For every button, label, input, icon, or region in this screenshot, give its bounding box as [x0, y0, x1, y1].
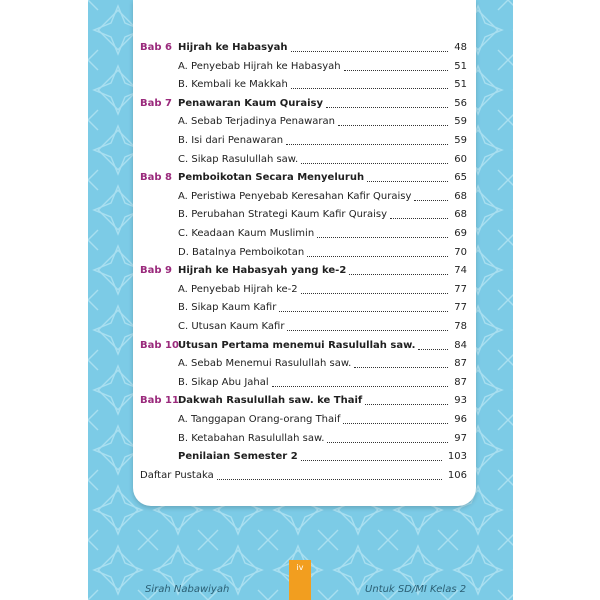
page-ref: 60 [454, 153, 467, 165]
toc-row [133, 207, 476, 223]
page-ref: 84 [454, 339, 467, 351]
entry-title: C. Keadaan Kaum Muslimin [178, 228, 315, 239]
dot-leader [344, 70, 448, 71]
toc-row [133, 449, 476, 465]
dot-leader [272, 386, 448, 387]
entry-title: Penilaian Semester 2 [178, 451, 298, 463]
toc-chapter-row [133, 263, 476, 279]
page-ref: 74 [454, 265, 467, 277]
dot-leader [365, 404, 448, 405]
chapter-title: Pemboikotan Secara Menyeluruh [178, 172, 365, 184]
page-ref: 87 [454, 358, 467, 370]
dot-leader [338, 125, 448, 126]
entry-title: A. Sebab Menemui Rasulullah saw. [178, 358, 352, 370]
chapter-title: Hijrah ke Habasyah [178, 42, 288, 53]
footer-book-title: Sirah Nabawiyah [145, 584, 230, 595]
toc-chapter-row [133, 96, 476, 112]
entry-title: A. Penyebab Hijrah ke Habasyah [178, 60, 341, 72]
dot-leader [301, 460, 442, 461]
entry-title: C. Sikap Rasulullah saw. [178, 153, 299, 165]
page-ref: 70 [454, 246, 467, 258]
entry-title: A. Sebab Terjadinya Penawaran [178, 116, 335, 128]
toc-chapter-row [133, 170, 476, 186]
page-ref: 77 [454, 283, 467, 295]
toc-row [133, 77, 476, 93]
page-ref: 51 [454, 60, 467, 72]
dot-leader [367, 181, 448, 182]
page-ref: 65 [454, 172, 467, 184]
dot-leader [317, 237, 448, 238]
page-ref: 69 [454, 228, 467, 239]
chapter-number: Bab 10 [140, 339, 179, 351]
page-ref: 48 [454, 42, 467, 53]
toc-row [133, 431, 476, 447]
dot-leader [327, 442, 448, 443]
page-ref: 77 [454, 302, 467, 314]
page-ref: 87 [454, 376, 467, 388]
page-ref: 78 [454, 321, 467, 332]
chapter-number: Bab 8 [140, 172, 172, 184]
toc-row [133, 375, 476, 391]
entry-title: B. Kembali ke Makkah [178, 79, 288, 91]
dot-leader [291, 51, 448, 52]
chapter-number: Bab 11 [140, 395, 179, 407]
toc-chapter-row [133, 338, 476, 354]
chapter-title: Utusan Pertama menemui Rasulullah saw. [178, 339, 416, 351]
toc-row [133, 282, 476, 298]
dot-leader [326, 107, 448, 108]
dot-leader [279, 311, 448, 312]
dot-leader [349, 274, 448, 275]
toc-row [133, 226, 476, 242]
page-ref: 51 [454, 79, 467, 91]
page-ref: 59 [454, 135, 467, 146]
entry-title: C. Utusan Kaum Kafir [178, 321, 285, 332]
entry-title: A. Penyebab Hijrah ke-2 [178, 283, 298, 295]
page-ref: 68 [454, 190, 467, 202]
dot-leader [418, 349, 448, 350]
toc-row [133, 114, 476, 130]
chapter-title: Dakwah Rasulullah saw. ke Thaif [178, 395, 363, 407]
entry-title: B. Ketabahan Rasulullah saw. [178, 432, 325, 444]
toc-row [133, 356, 476, 372]
page-ref: 68 [454, 209, 467, 221]
dot-leader [307, 256, 448, 257]
page-ref: 56 [454, 97, 467, 109]
chapter-number: Bab 6 [140, 42, 172, 53]
dot-leader [287, 330, 448, 331]
chapter-number: Bab 7 [140, 97, 172, 109]
dot-leader [301, 293, 448, 294]
entry-title: B. Isi dari Penawaran [178, 135, 284, 146]
entry-title: B. Perubahan Strategi Kaum Kafir Quraisy [178, 209, 388, 221]
dot-leader [301, 163, 448, 164]
page-ref: 96 [454, 414, 467, 425]
dot-leader [286, 144, 448, 145]
toc-chapter-row [133, 393, 476, 409]
footer-grade: Untuk SD/MI Kelas 2 [365, 584, 467, 595]
chapter-title: Penawaran Kaum Quraisy [178, 97, 323, 109]
dot-leader [390, 218, 448, 219]
entry-title: A. Peristiwa Penyebab Keresahan Kafir Quraisy [178, 190, 412, 202]
dot-leader [354, 367, 448, 368]
chapter-title: Hijrah ke Habasyah yang ke-2 [178, 265, 347, 277]
entry-title: B. Sikap Kaum Kafir [178, 302, 277, 314]
page-ref: 97 [454, 432, 467, 444]
dot-leader [414, 200, 448, 201]
dot-leader [217, 479, 442, 480]
chapter-number: Bab 9 [140, 265, 172, 277]
page-number: iv [296, 563, 304, 572]
toc-row [133, 412, 476, 428]
toc-row [133, 319, 476, 335]
toc-row [133, 245, 476, 261]
entry-title: D. Batalnya Pemboikotan [178, 246, 305, 258]
dot-leader [291, 88, 448, 89]
page-ref: 93 [454, 395, 467, 407]
entry-title: A. Tanggapan Orang-orang Thaif [178, 414, 341, 425]
toc-row [133, 468, 476, 484]
toc-row [133, 152, 476, 168]
toc-chapter-row [133, 40, 476, 56]
dot-leader [343, 423, 448, 424]
page-ref: 59 [454, 116, 467, 128]
toc-row [133, 59, 476, 75]
toc-row [133, 189, 476, 205]
page-ref: 103 [447, 451, 467, 463]
page-ref: 106 [447, 469, 467, 481]
toc-row [133, 133, 476, 149]
entry-title: Daftar Pustaka [140, 469, 214, 481]
toc-row [133, 300, 476, 316]
entry-title: B. Sikap Abu Jahal [178, 376, 269, 388]
